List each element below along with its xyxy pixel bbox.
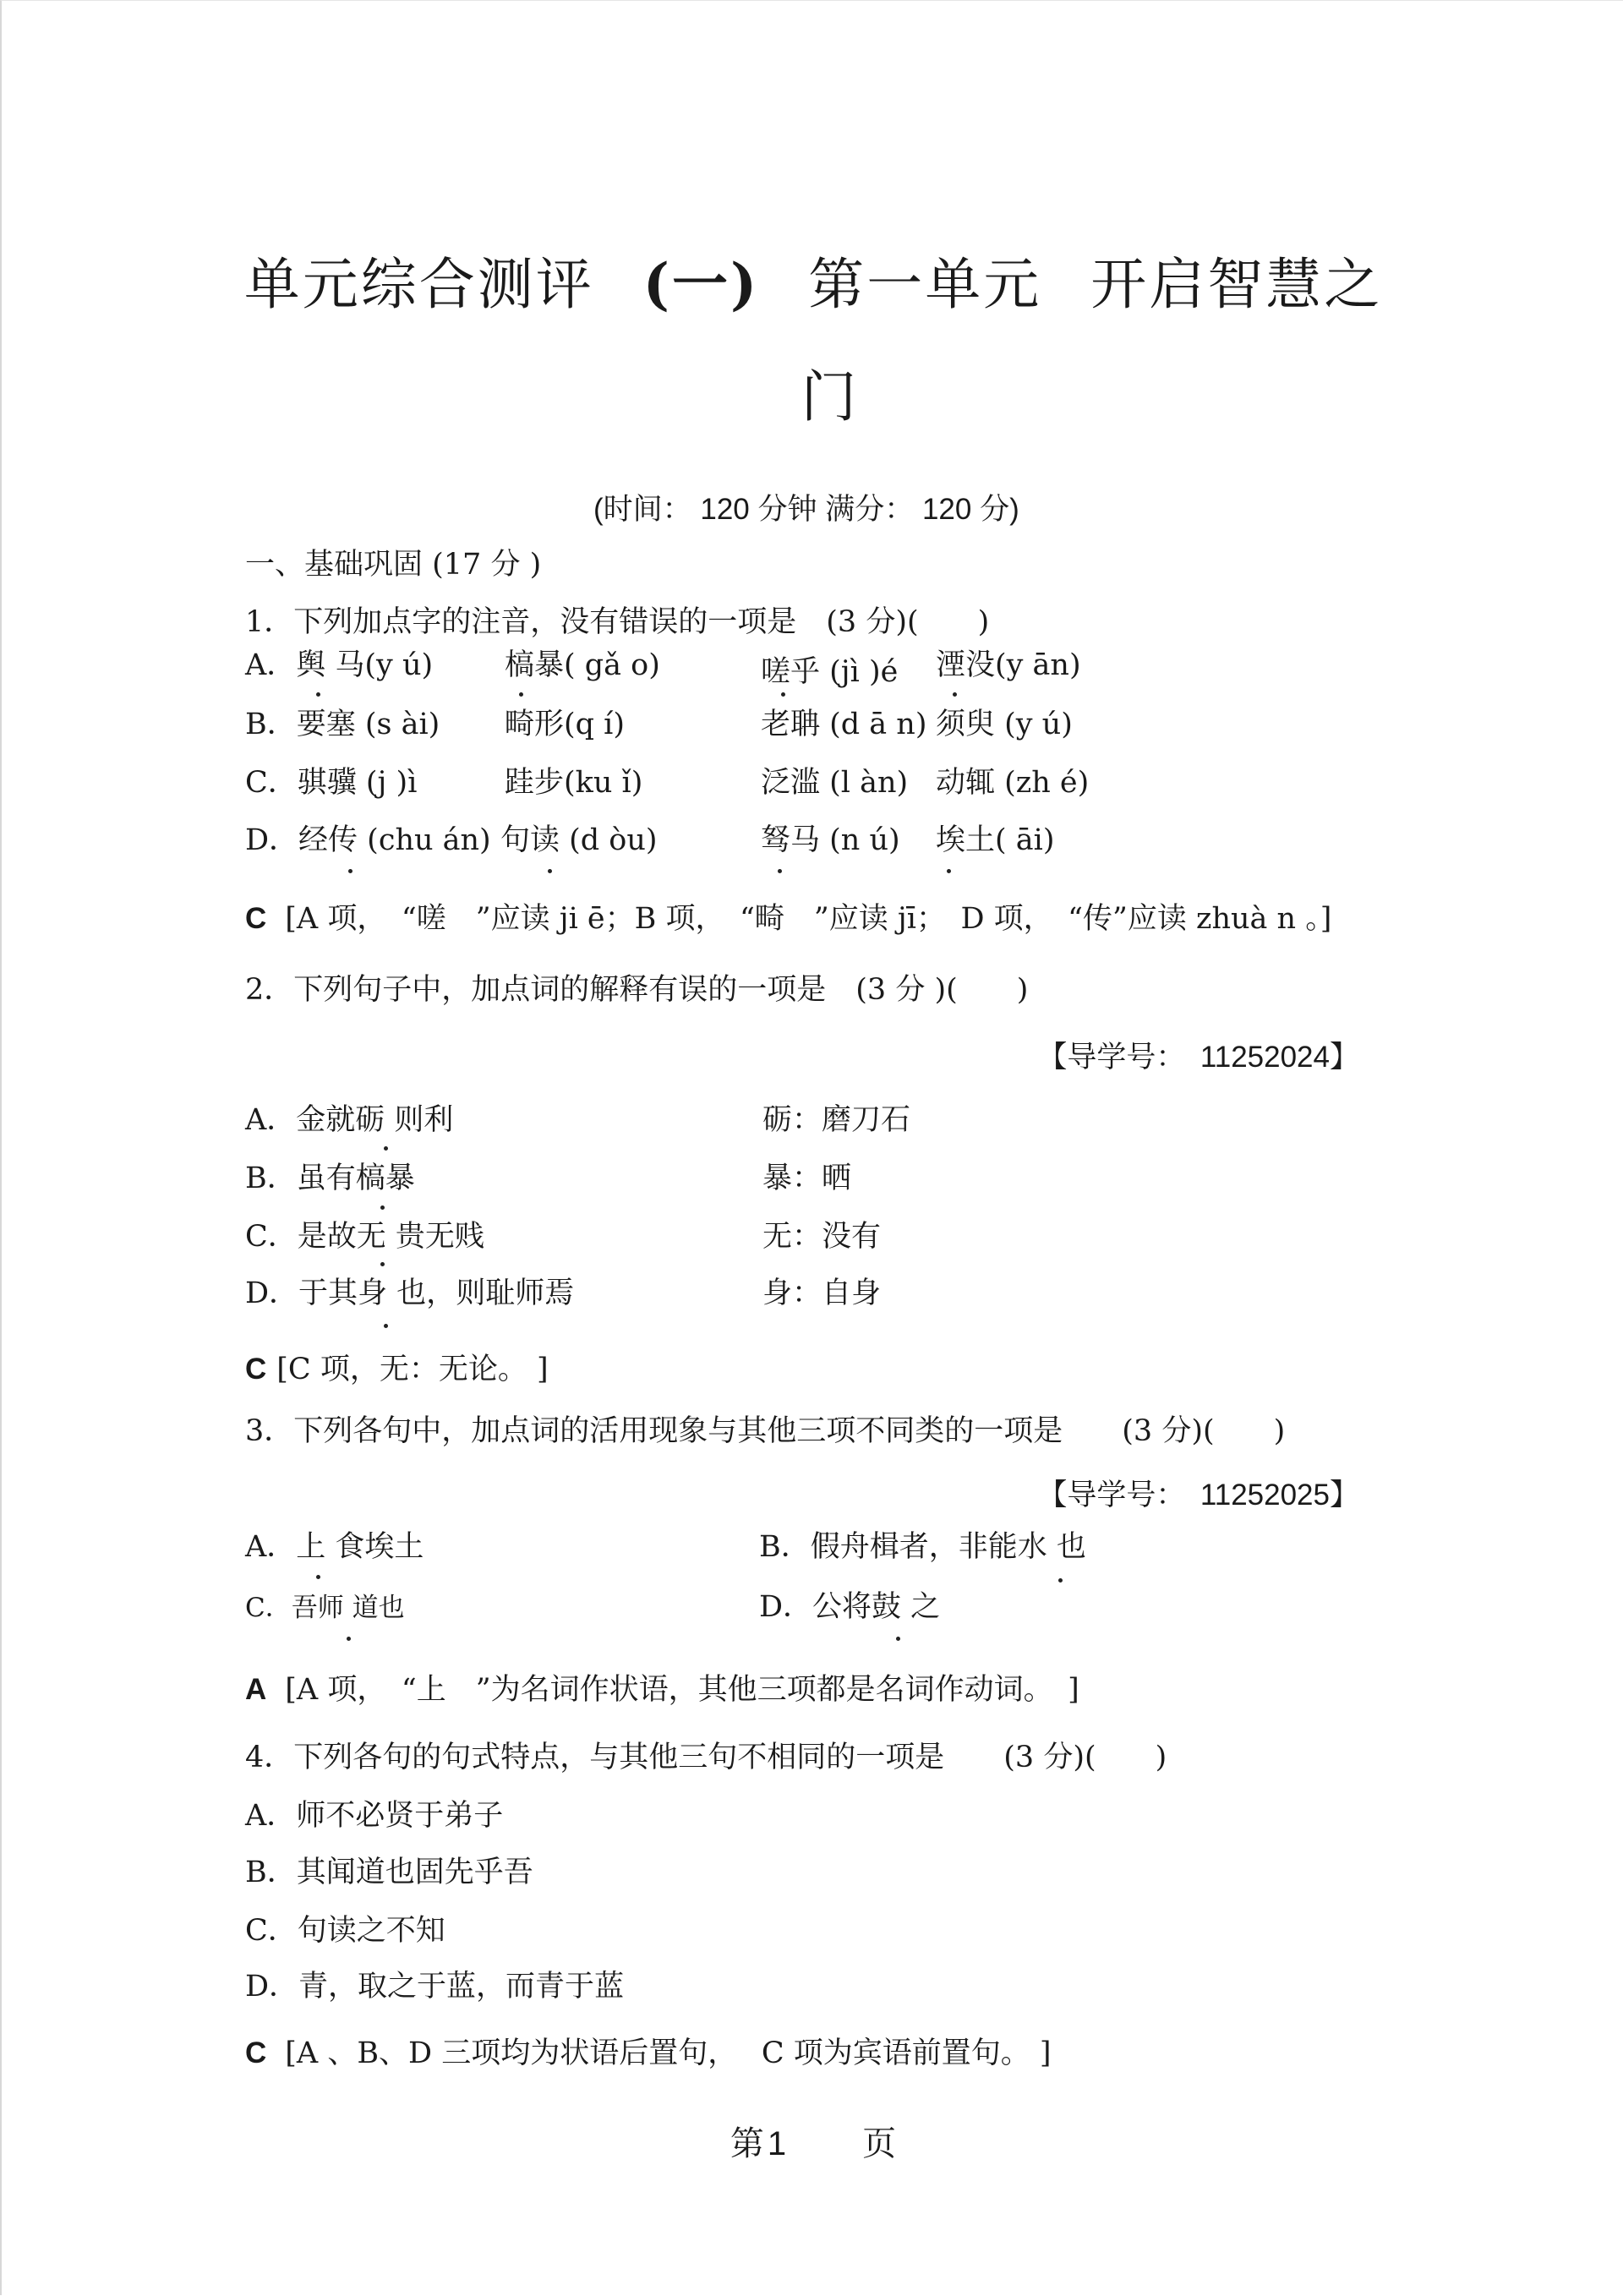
guide-number: 【导学号： 11252024】 [1037, 1041, 1359, 1074]
q1-option: B．要塞 (s ài) [245, 708, 440, 741]
answer-explanation: [A 、B、D 三项均为状语后置句， C 项为宾语前置句。 ] [285, 2036, 1052, 2070]
q3-option: A．上 食埃土 [245, 1530, 424, 1564]
q1-option: D．经传 (chu án) [245, 823, 491, 857]
answer-letter: C [245, 1353, 267, 1386]
emphasis-dot [316, 1575, 320, 1579]
q2-answer [245, 1346, 549, 1388]
emphasis-dot [384, 1146, 388, 1151]
question-3-stem: 3．下列各句中，加点词的活用现象与其他三项不同类的一项是 (3 分)( ) [245, 1414, 1286, 1448]
q3-option: B．假舟楫者，非能水 也 [759, 1530, 1086, 1564]
section-heading: 一、基础巩固 (17 分 ) [245, 548, 542, 582]
emphasis-dot [778, 869, 782, 873]
answer-letter: A [245, 1673, 267, 1706]
q2-gloss: 身：自身 [762, 1276, 882, 1310]
page-prefix: 第 [730, 2124, 764, 2163]
emphasis-dot [896, 1637, 900, 1641]
emphasis-dot [347, 1637, 351, 1641]
q2-option: C．是故无 贵无贱 [245, 1220, 484, 1254]
q1-option: 老聃 (d ā n) [761, 708, 927, 741]
q1-option: 跬步(ku ǐ) [505, 766, 643, 800]
emphasis-dot [519, 692, 523, 697]
q4-option: A．师不必贤于弟子 [245, 1799, 504, 1833]
q1-option: 畸形(q í) [505, 708, 626, 741]
emphasis-dot [947, 869, 951, 873]
answer-explanation: [C 项，无：无论。 ] [276, 1353, 549, 1386]
emphasis-dot [548, 869, 552, 873]
answer-explanation: [A 项， “嗟 ”应读 ji ē；B 项， “畸 ”应读 jī； D 项， “传”应读 zhuà n 。] [285, 902, 1332, 936]
q1-option: 嗟乎 (jì )é [761, 655, 899, 689]
emphasis-dot [316, 692, 320, 697]
emphasis-dot [384, 1324, 388, 1328]
q2-gloss: 暴：晒 [762, 1162, 852, 1195]
title-part: 开启智慧之 [1090, 252, 1383, 317]
title-part: (一) [642, 251, 760, 317]
answer-explanation: [A 项， “上 ”为名词作状语，其他三项都是名词作动词。 ] [285, 1673, 1079, 1707]
q1-option: 湮没(y ān) [936, 648, 1081, 682]
emphasis-dot [380, 1262, 385, 1266]
q1-option: 槁暴( gǎ o) [505, 648, 660, 682]
q1-option: 句读 (d òu) [500, 823, 658, 857]
q1-option: C．骐骥 (j )ì [245, 766, 418, 800]
q4-answer [245, 2030, 1052, 2072]
document-title [2, 239, 1623, 320]
q1-answer [245, 895, 1331, 938]
title-part: 单元综合测评 [243, 252, 594, 317]
guide-number: 【导学号： 11252025】 [1037, 1479, 1359, 1512]
emphasis-dot [380, 1205, 385, 1210]
page-number [2, 2117, 1623, 2165]
q3-answer [245, 1666, 1079, 1708]
answer-letter: C [245, 902, 267, 935]
q4-option: B．其闻道也固先乎吾 [245, 1856, 533, 1889]
q2-gloss: 无：没有 [762, 1220, 882, 1254]
exam-meta: (时间： 120 分钟 满分： 120 分) [593, 493, 1019, 526]
q2-option: A．金就砺 则利 [245, 1103, 454, 1137]
q2-option: D．于其身 也，则耻师焉 [245, 1276, 575, 1310]
question-2-stem: 2．下列句子中，加点词的解释有误的一项是 (3 分 )( ) [245, 973, 1029, 1007]
answer-letter: C [245, 2036, 267, 2069]
emphasis-dot [781, 692, 785, 697]
q2-gloss: 砺：磨刀石 [762, 1103, 911, 1137]
question-4-stem: 4．下列各句的句式特点，与其他三句不相同的一项是 (3 分)( ) [245, 1741, 1167, 1774]
page-suffix: 页 [862, 2124, 897, 2163]
q4-option: D．青，取之于蓝，而青于蓝 [245, 1970, 625, 2004]
title-part: 第一单元 [808, 252, 1042, 317]
q1-option: 驽马 (n ú) [761, 823, 900, 857]
emphasis-dot [1058, 1578, 1063, 1583]
q3-option: C．吾师 道也 [245, 1593, 405, 1623]
q1-option: 泛滥 (l àn) [761, 766, 909, 800]
q1-option: 埃土( āi) [936, 823, 1055, 857]
q3-option: D．公将鼓 之 [759, 1590, 941, 1624]
q2-option: B．虽有槁暴 [245, 1162, 415, 1195]
page-num: 1 [767, 2125, 787, 2162]
q1-option: A．舆 马(y ú) [245, 648, 434, 682]
question-1-stem: 1．下列加点字的注音，没有错误的一项是 (3 分)( ) [245, 605, 990, 639]
emphasis-dot [348, 869, 352, 873]
q1-option: 须臾 (y ú) [936, 708, 1073, 741]
q1-option: 动辄 (zh é) [936, 766, 1090, 800]
q4-option: C．句读之不知 [245, 1914, 445, 1948]
emphasis-dot [953, 692, 957, 697]
document-title-line2: 门 [801, 364, 860, 429]
